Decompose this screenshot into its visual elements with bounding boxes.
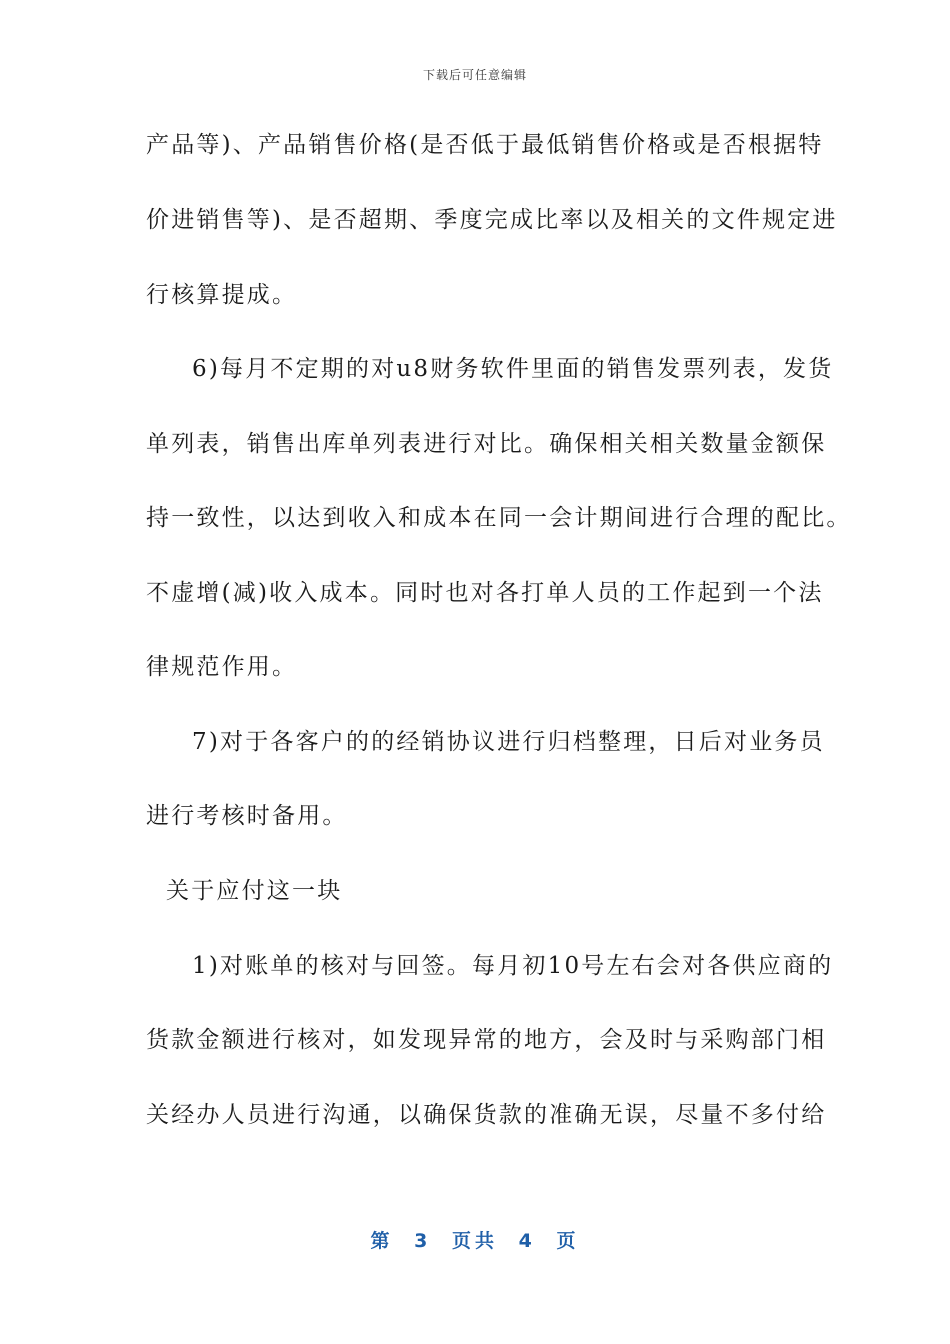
body-line: 单列表，销售出库单列表进行对比。确保相关相关数量金额保 xyxy=(146,431,827,457)
page-footer: 第 3 页共 4 页 xyxy=(370,1230,580,1252)
body-line: 不虚增(减)收入成本。同时也对各打单人员的工作起到一个法 xyxy=(146,580,824,606)
body-line: 货款金额进行核对，如发现异常的地方，会及时与采购部门相 xyxy=(146,1027,827,1053)
body-line: 持一致性，以达到收入和成本在同一会计期间进行合理的配比。 xyxy=(146,505,852,531)
body-line: 律规范作用。 xyxy=(146,654,298,680)
section-heading: 关于应付这一块 xyxy=(166,878,343,904)
body-line: 7)对于各客户的的经销协议进行归档整理，日后对业务员 xyxy=(192,729,825,755)
body-line: 6)每月不定期的对u8财务软件里面的销售发票列表，发货 xyxy=(192,356,834,382)
body-line: 关经办人员进行沟通，以确保货款的准确无误，尽量不多付给 xyxy=(146,1102,827,1128)
page-header: 下载后可任意编辑 xyxy=(422,68,527,82)
body-line: 价进销售等)、是否超期、季度完成比率以及相关的文件规定进 xyxy=(146,207,838,233)
body-line: 1)对账单的核对与回签。每月初10号左右会对各供应商的 xyxy=(192,953,834,979)
body-line: 行核算提成。 xyxy=(146,282,298,308)
body-line: 产品等)、产品销售价格(是否低于最低销售价格或是否根据特 xyxy=(146,132,824,158)
body-line: 进行考核时备用。 xyxy=(146,803,348,829)
